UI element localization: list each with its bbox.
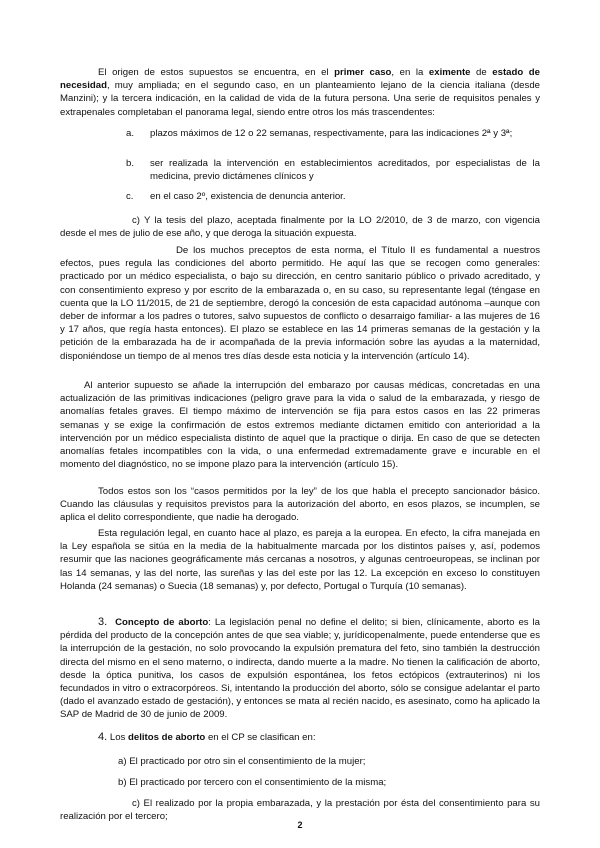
list-marker: b.	[126, 158, 135, 169]
page-number: 2	[297, 820, 303, 830]
paragraph-origin: El origen de estos supuestos se encuentra, en el primer caso, en la eximente de estado de necesidad, muy ampliada; en el segundo caso, en un planteamiento lejano de la ciencia italiana (desde Manzini); y la tercera indicación, en la calidad de vida de la futura persona. Una serie de requisitos penales y extrapenales completaban el panorama legal, siendo entre otros los más trascendentes:	[60, 67, 540, 118]
section-number: 4.	[98, 731, 108, 743]
paragraph-titulo-ii: De los muchos preceptos de esta norma, el Título II es fundamental a nuestros efectos, pues regula las condiciones del aborto permitido. He aquí las que se recogen como generales: practicado por un médico especialista, o bajo su dirección, en centro sanitario público o privado acreditado, y con consentimiento expreso y por escrito de la embarazada o, en su caso, su representante legal (téngase en cuenta que la LO 11/2015, de 21 de septiembre, derogó la concesión de esta capacidad autónoma –aunque con deber de informar a los padres o tutores, salvo supuestos de conflicto o desarraigo familiar- a las mujeres de 16 y 17 años, que regía hasta entonces). El plazo se establece en las 14 primeras semanas de la gestación y la petición de la embarazada ha de ir acompañada de la previa información sobre las ayudas a la maternidad, disponiéndose un tiempo de al menos tres días desde esta noticia y la intervención (artículo 14).	[60, 245, 540, 362]
section-number: 3.	[98, 616, 108, 628]
paragraph-plazo: c) Y la tesis del plazo, aceptada finalmente por la LO 2/2010, de 3 de marzo, con vigencia desde el mes de julio de ese año, y que deroga la situación expuesta.	[60, 215, 540, 240]
list-item: ser realizada la intervención en establecimientos acreditados, por especialistas de la medicina, previo dictámenes clínicos y	[150, 158, 540, 183]
section-title: delitos de aborto	[128, 732, 206, 743]
paragraph-propia-embarazada: c) El realizado por la propia embarazada, y la prestación por ésta del consentimiento para su realización por el tercero;	[60, 798, 540, 823]
section-delitos-aborto: 4. Los delitos de aborto en el CP se clasifican en:	[98, 731, 316, 743]
list-item: a) El practicado por otro sin el consentimiento de la mujer;	[118, 756, 366, 767]
section-concepto-aborto: 3. Concepto de aborto: La legislación penal no define el delito; si bien, clínicamente, aborto es la pérdida del producto de la concepción antes de que sea viable; y, jurídicopenalmente, puede entenderse que es la interrupción de la gestación, no solo provocando la expulsión prematura del feto, sino también la destrucción directa del mismo en el seno materno, o indirecta, dando muerte a la madre. No tienen la calificación de aborto, desde la óptica punitiva, los casos de expulsión espontánea, los fetos ectópicos (extrauterinos) ni los fecundados in vitro o extracorpóreos. Si, intentando la producción del aborto, sólo se consigue adelantar el parto (dado el avanzado estado de gestación), y entonces se mata al recién nacido, es asesinato, como ha aplicado la SAP de Madrid de 30 de junio de 2009.	[60, 616, 540, 721]
paragraph-regulacion-europea: Esta regulación legal, en cuanto hace al plazo, es pareja a la europea. En efecto, la cifra manejada en la Ley española se sitúa en la media de la habitualmente marcada por los distintos países y, así, podemos resumir que las naciones geográficamente más cercanas a nosotros, y algunas centroeuropeas, se inclinan por las 14 semanas, y las del norte, las sureñas y las del este por las 12. La excepción en exceso lo constituyen Holanda (24 semanas) o Suecia (18 semanas) y, por defecto, Portugal o Turquía (10 semanas).	[60, 528, 540, 592]
paragraph-causas-medicas: Al anterior supuesto se añade la interrupción del embarazo por causas médicas, concretadas en una actualización de las primitivas indicaciones (peligro grave para la vida o salud de la embarazada, y riesgo de anomalías fetales graves. El tiempo máximo de intervención se fija para estos casos en las 22 primeras semanas y se exige la confirmación de estos extremos mediante dictamen emitido con anterioridad a la intervención por un médico especialista distinto de aquel que la practique o dirija. En caso de que se detecten anomalías fetales incompatibles con la vida, o una enfermedad extremadamente grave e incurable en el momento del diagnóstico, no se impone plazo para la intervención (artículo 15).	[60, 380, 540, 471]
list-item: b) El practicado por tercero con el consentimiento de la misma;	[118, 777, 387, 788]
paragraph-casos-permitidos: Todos estos son los “casos permitidos por la ley” de los que habla el precepto sancionador básico. Cuando las cláusulas y requisitos previstos para la autorización del aborto, en esos plazos, se incumplen, se aplica el delito correspondiente, que nadie ha derogado.	[60, 486, 540, 524]
list-item: en el caso 2º, existencia de denuncia anterior.	[150, 191, 346, 202]
section-title: Concepto de aborto	[115, 617, 209, 628]
list-marker: c.	[126, 191, 134, 202]
list-marker: a.	[126, 128, 135, 139]
list-item: plazos máximos de 12 o 22 semanas, respectivamente, para las indicaciones 2ª y 3ª;	[150, 128, 513, 139]
